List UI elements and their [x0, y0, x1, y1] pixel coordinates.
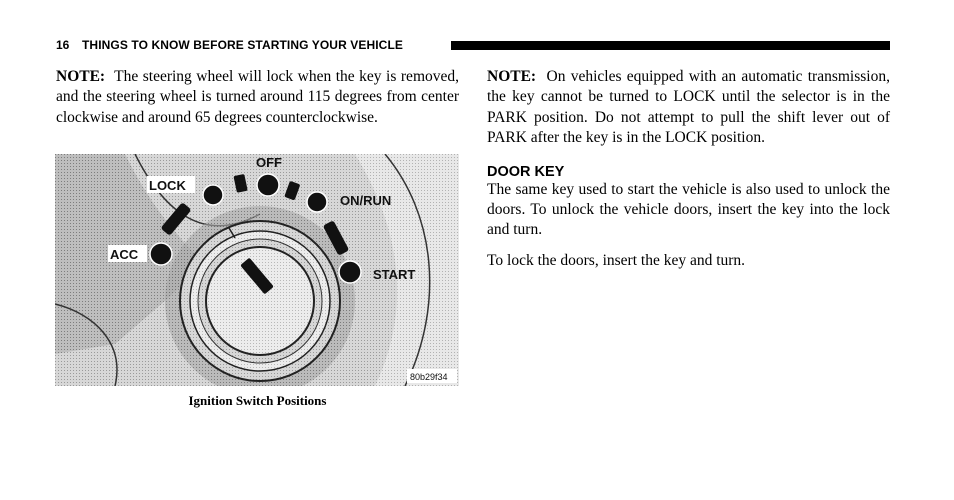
door-key-paragraph-2: To lock the doors, insert the key and turn. [487, 251, 746, 269]
off-marker [257, 174, 279, 196]
note-label-right: NOTE: [487, 68, 537, 85]
header-rule [451, 41, 890, 50]
figure-caption: Ignition Switch Positions [188, 393, 327, 408]
note-text: The steering wheel will lock when the key is removed, and the steering wheel is turned around 115 degrees from center clockwise and around 65 degrees counterclockwise. [56, 68, 460, 126]
start-marker [339, 261, 361, 283]
on-run-marker [307, 192, 327, 212]
note-label: NOTE: [56, 68, 106, 85]
page-number: 16 [56, 38, 70, 52]
door-key-heading: DOOR KEY [487, 163, 565, 180]
section-title: THINGS TO KNOW BEFORE STARTING YOUR VEHICLE [82, 38, 403, 52]
start-label: START [373, 267, 416, 282]
acc-label: ACC [110, 247, 139, 262]
left-column [56, 67, 459, 128]
figure-code: 80b29f34 [410, 372, 448, 382]
lock-label: LOCK [149, 178, 186, 193]
page-header [56, 38, 890, 54]
door-key-paragraph-1: The same key used to start the vehicle is also used to unlock the doors. To unlock the vehicle doors, insert the key into the lock and turn. [487, 180, 890, 239]
on-run-label: ON/RUN [340, 193, 392, 208]
right-column [487, 67, 890, 271]
ignition-switch-figure [55, 154, 459, 386]
automatic-transmission-note [487, 67, 890, 149]
steering-lock-note [56, 67, 459, 128]
ignition-cylinder [206, 247, 314, 355]
note-text-right: On vehicles equipped with an automatic transmission, the key cannot be turned to LOCK until the selector is in the PARK position. Do not attempt to pull the shift lever out of PARK after the key is in the LOCK position. [487, 68, 890, 147]
acc-marker [150, 243, 172, 265]
lock-marker [203, 185, 223, 205]
off-label: OFF [256, 155, 282, 170]
